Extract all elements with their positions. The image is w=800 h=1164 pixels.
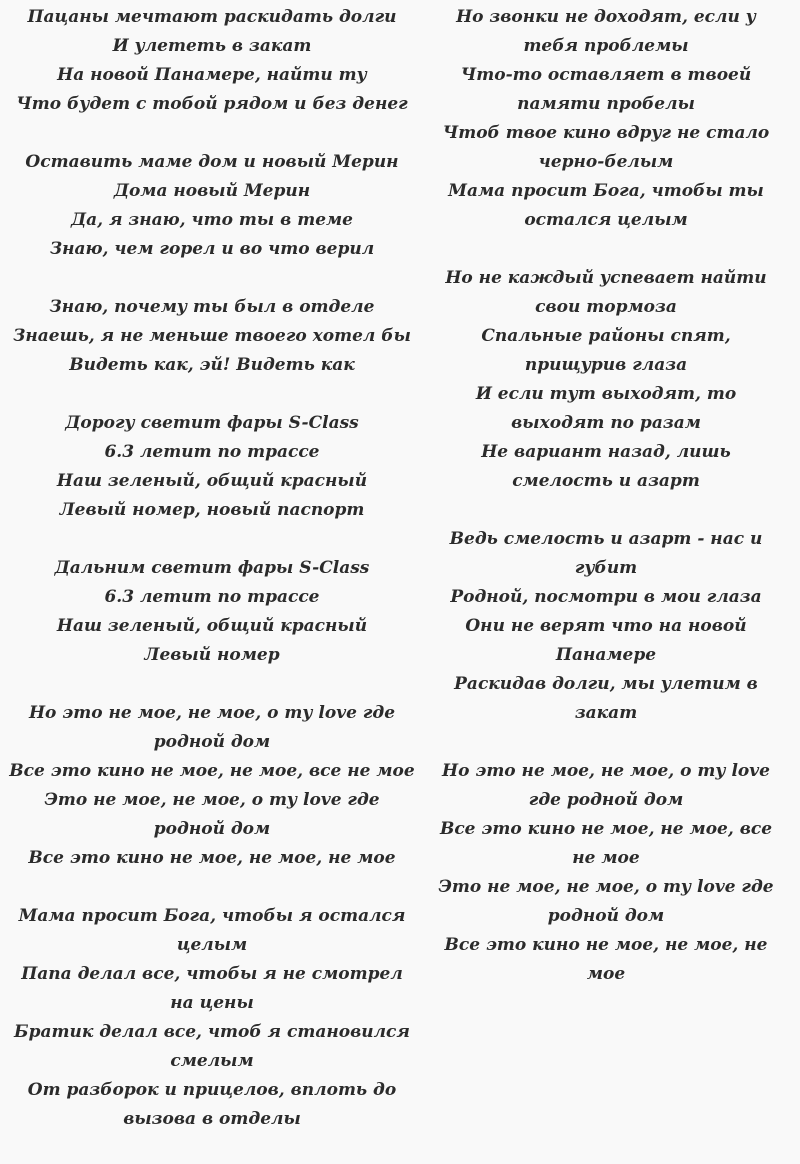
lyrics-line: Мама просит Бога, чтобы ты остался целым [448,181,764,230]
lyrics-line: Все это кино не мое, не мое, не мое [444,935,768,984]
lyrics-line: 6.3 летит по трассе [104,587,320,607]
lyrics-stanza [8,3,416,119]
lyrics-line: Оставить маме дом и новый Мерин [25,152,399,172]
lyrics-line: От разборок и прицелов, вплоть до вызова в отделы [27,1080,397,1129]
lyrics-line: Братик делал все, чтоб я становился смелым [14,1022,410,1071]
lyrics-line: Дома новый Мерин [113,181,311,201]
lyrics-line: Ведь смелость и азарт - нас и губит [449,529,763,578]
lyrics-line: Что будет с тобой рядом и без денег [16,94,408,114]
lyrics-stanza [436,525,776,728]
lyrics-stanza [436,264,776,496]
lyrics-line: Знаю, почему ты был в отделе [49,297,375,317]
lyrics-line: Левый номер [144,645,280,665]
lyrics-line: 6.3 летит по трассе [104,442,320,462]
lyrics-line: Левый номер, новый паспорт [59,500,365,520]
lyrics-line: Раскидав долги, мы улетим в закат [454,674,758,723]
lyrics-stanza [8,699,416,873]
lyrics-line: Да, я знаю, что ты в теме [70,210,353,230]
lyrics-line: Все это кино не мое, не мое, не мое [28,848,396,868]
lyrics-line: Они не верят что на новой Панамере [465,616,747,665]
lyrics-line: Это не мое, не мое, о ту love где родной дом [44,790,380,839]
lyrics-line: Родной, посмотри в мои глаза [450,587,762,607]
lyrics-line: Дальним светит фары S-Class [54,558,370,578]
lyrics-stanza [436,3,776,235]
lyrics-line: Знаешь, я не меньше твоего хотел бы [13,326,411,346]
lyrics-line: Папа делал все, чтобы я не смотрел на цены [21,964,403,1013]
lyrics-line: Мама просит Бога, чтобы я остался целым [18,906,406,955]
lyrics-line: Что-то оставляет в твоей памяти пробелы [460,65,752,114]
lyrics-line: Но не каждый успевает найти свои тормоза [445,268,767,317]
lyrics-stanza [8,554,416,670]
lyrics-line: На новой Панамере, найти ту [57,65,367,85]
lyrics-stanza [8,409,416,525]
lyrics-line: Пацаны мечтают раскидать долги [27,7,397,27]
lyrics-column-left [8,3,416,1163]
lyrics-line: Все это кино не мое, не мое, все не мое [9,761,415,781]
lyrics-line: Чтоб твое кино вдруг не стало черно-белым [442,123,770,172]
lyrics-line: Все это кино не мое, не мое, все не мое [439,819,773,868]
lyrics-column-right [436,3,776,1018]
lyrics-line: Спальные районы спят, прищурив глаза [481,326,731,375]
lyrics-line: Это не мое, не мое, о ту love где родной дом [438,877,774,926]
lyrics-line: Но это не мое, не мое, о ту love где родной дом [442,761,770,810]
lyrics-line: Наш зеленый, общий красный [56,471,368,491]
lyrics-line: Но звонки не доходят, если у тебя проблемы [456,7,756,56]
lyrics-stanza [8,148,416,264]
lyrics-line: И если тут выходят, то выходят по разам [475,384,737,433]
lyrics-line: Дорогу светит фары S-Class [65,413,359,433]
lyrics-line: Наш зеленый, общий красный [56,616,368,636]
lyrics-line: Не вариант назад, лишь смелость и азарт [481,442,731,491]
lyrics-stanza [8,293,416,380]
lyrics-stanza [8,902,416,1134]
lyrics-stanza [436,757,776,989]
lyrics-line: Видеть как, эй! Видеть как [69,355,355,375]
lyrics-line: И улететь в закат [112,36,312,56]
lyrics-line: Знаю, чем горел и во что верил [49,239,375,259]
lyrics-line: Но это не мое, не мое, о ту love где родной дом [28,703,396,752]
